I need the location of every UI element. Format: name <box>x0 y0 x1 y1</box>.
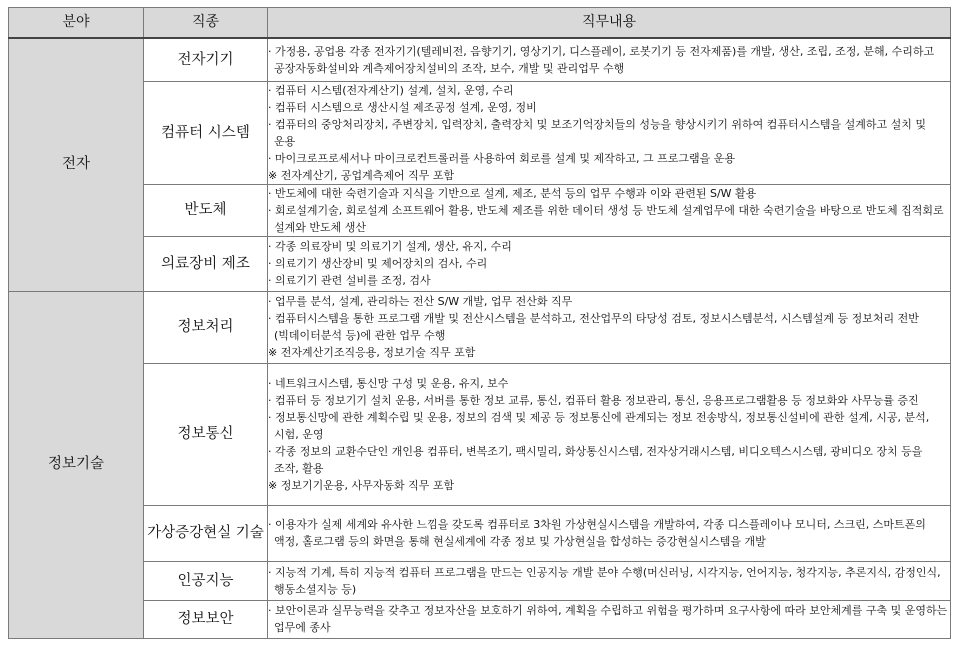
duty-line: · 회로설계기술, 회로설계 소프트웨어 활용, 반도체 제조를 위한 데이터 생성 등 반도체 설계업무에 대한 숙련기술을 바탕으로 반도체 집적회로 설계와 반도체 생산 <box>268 203 944 234</box>
duty-line: · 각종 정보의 교환수단인 개인용 컴퓨터, 변복조기, 팩시밀리, 화상통신시스템, 전자상거래시스템, 비디오텍스시스템, 광비디오 장치 등을 조작, 활용 <box>268 444 923 475</box>
duty-cell <box>268 561 951 600</box>
duty-line: · 업무를 분석, 설계, 관리하는 전산 S/W 개발, 업무 전산화 직무 <box>268 295 573 308</box>
duty-line: · 컴퓨터의 중앙처리장치, 주변장치, 입력장치, 출력장치 및 보조기억장치들의 성능을 향상시키기 위하여 컴퓨터시스템을 설계하고 설치 및 운용 <box>268 117 926 148</box>
duty-line: · 가정용, 공업용 각종 전자기기(텔레비전, 음향기기, 영상기기, 디스플레이, 로봇기기 등 전자제품)를 개발, 생산, 조립, 조정, 분해, 수리하고 공장자동화설비와 계측제어장치설비의 조작, 보수, 개발 및 관리업무 수행 <box>268 44 935 75</box>
job-cell: 정보통신 <box>144 363 268 505</box>
duty-cell <box>268 236 951 291</box>
duty-cell <box>268 291 951 363</box>
duty-line: · 지능적 기계, 특히 지능적 컴퓨터 프로그램을 만드는 인공지능 개발 분야 수행(머신러닝, 시각지능, 언어지능, 청각지능, 추론지식, 감정인식, 행동소셜지능 등) <box>268 565 941 596</box>
table-header-row <box>9 8 951 39</box>
duty-line: · 컴퓨터 시스템(전자계산기) 설계, 설치, 운영, 수리 <box>268 83 514 97</box>
table-row <box>9 363 951 505</box>
job-duty-table <box>8 7 951 639</box>
duty-line: · 의료기기 생산장비 및 제어장치의 검사, 수리 <box>268 257 488 270</box>
header-job: 직종 <box>144 8 268 39</box>
duty-line: · 컴퓨터시스템을 통한 프로그램 개발 및 전산시스템을 분석하고, 전산업무의 타당성 검토, 정보시스템분석, 시스템설계 등 정보처리 전반(빅데이터분석 등)에 관한 업무 수행 <box>268 312 919 342</box>
duty-line: · 컴퓨터 시스템으로 생산시설 제조공정 설계, 운영, 정비 <box>268 100 537 114</box>
job-cell: 가상증강현실 기술 <box>144 505 268 561</box>
duty-note: ※ 전자계산기, 공업계측제어 직무 포함 <box>268 168 455 182</box>
job-cell: 정보보안 <box>144 600 268 638</box>
duty-cell <box>268 363 951 505</box>
duty-line: · 마이크로프로세서나 마이크로컨트롤러를 사용하여 회로를 설계 및 제작하고, 그 프로그램을 운용 <box>268 151 735 165</box>
table-row <box>9 81 951 184</box>
table-row <box>9 184 951 236</box>
header-field: 분야 <box>9 8 144 39</box>
duty-note: ※ 전자계산기조직응용, 정보기술 직무 포함 <box>268 346 476 359</box>
job-cell: 인공지능 <box>144 561 268 600</box>
table-row <box>9 505 951 561</box>
job-cell: 반도체 <box>144 184 268 236</box>
duty-line: · 반도체에 대한 숙련기술과 지식을 기반으로 설계, 제조, 분석 등의 업무 수행과 이와 관련된 S/W 활용 <box>268 186 757 200</box>
duty-note: ※ 정보기기운용, 사무자동화 직무 포함 <box>268 478 455 492</box>
duty-line: · 보안이론과 실무능력을 갖추고 정보자산을 보호하기 위하여, 계획을 수립하고 위험을 평가하며 요구사항에 따라 보안체계를 구축 및 운영하는 업무에 종사 <box>268 604 948 634</box>
field-cell-electronics: 전자 <box>9 38 144 291</box>
job-cell: 전자기기 <box>144 38 268 81</box>
table-row <box>9 600 951 638</box>
duty-line: · 이용자가 실제 세계와 유사한 느낌을 갖도록 컴퓨터로 3차원 가상현실시스템을 개발하여, 각종 디스플레이나 모니터, 스크린, 스마트폰의 액정, 홀로그램 등의 화면을 통해 현실세계에 각종 정보 및 가상현실을 합성하는 증강현실시스템을 개발 <box>268 518 926 548</box>
duty-line: · 의료기기 관련 설비를 조정, 검사 <box>268 274 431 287</box>
table-row <box>9 38 951 81</box>
table-row <box>9 291 951 363</box>
job-cell: 의료장비 제조 <box>144 236 268 291</box>
duty-cell <box>268 81 951 184</box>
duty-line: · 네트워크시스템, 통신망 구성 및 운용, 유지, 보수 <box>268 376 509 390</box>
duty-cell <box>268 184 951 236</box>
duty-line: · 컴퓨터 등 정보기기 설치 운용, 서버를 통한 정보 교류, 통신, 컴퓨터 활용 정보관리, 통신, 응용프로그램활용 등 정보화와 사무능률 증진 <box>268 393 919 407</box>
duty-line: · 각종 의료장비 및 의료기기 설계, 생산, 유지, 수리 <box>268 240 512 253</box>
job-cell: 정보처리 <box>144 291 268 363</box>
duty-cell <box>268 38 951 81</box>
table-row <box>9 236 951 291</box>
header-duty: 직무내용 <box>268 8 951 39</box>
duty-cell <box>268 600 951 638</box>
table-row <box>9 561 951 600</box>
duty-cell <box>268 505 951 561</box>
job-cell: 컴퓨터 시스템 <box>144 81 268 184</box>
duty-line: · 정보통신망에 관한 계획수립 및 운용, 정보의 검색 및 제공 등 정보통신에 관계되는 정보 전송방식, 정보통신설비에 관한 설계, 시공, 분석, 시험, 운영 <box>268 410 930 441</box>
field-cell-information-technology: 정보기술 <box>9 291 144 638</box>
